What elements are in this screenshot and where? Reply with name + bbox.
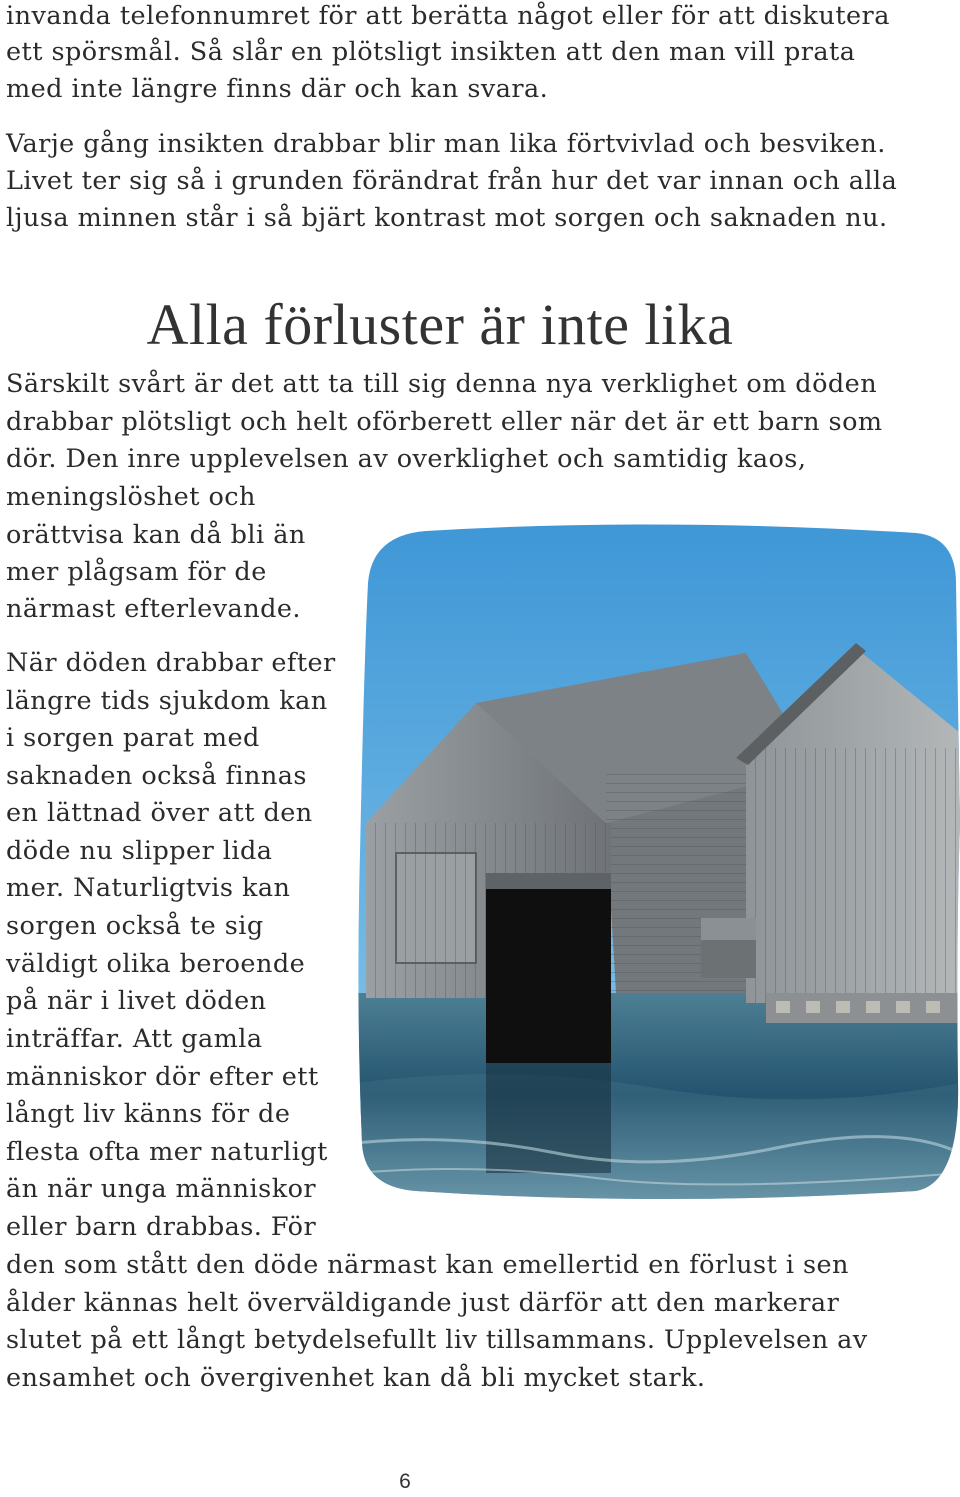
text-line: med inte längre finns där och kan svara. [6,74,549,104]
text-line: döde nu slipper lida [6,836,273,866]
text-line: drabbar plötsligt och helt oförberett eller när det är ett barn som [6,407,883,437]
text-line: Livet ter sig så i grunden förändrat från hur det var innan och alla [6,166,898,196]
text-line: Särskilt svårt är det att ta till sig denna nya verklighet om döden [6,369,878,399]
text-line: ålder kännas helt överväldigande just därför att den markerar [6,1288,840,1318]
text-line: en lättnad över att den [6,798,313,828]
text-line: När döden drabbar efter [6,648,336,678]
text-line: Varje gång insikten drabbar blir man lika förtvivlad och besviken. [6,129,886,159]
text-line: den som stått den döde närmast kan emellertid en förlust i sen [6,1250,849,1280]
text-line: ljusa minnen står i så bjärt kontrast mot sorgen och saknaden nu. [6,203,888,233]
text-line: ett spörsmål. Så slår en plötsligt insikten att den man vill prata [6,37,856,67]
text-line: inträffar. Att gamla [6,1024,263,1054]
text-line: närmast efterlevande. [6,594,301,624]
text-line: slutet på ett långt betydelsefullt liv tillsammans. Upplevelsen av [6,1325,868,1355]
text-line: sorgen också te sig [6,911,264,941]
text-line: mer plågsam för de [6,557,267,587]
text-line: på när i livet döden [6,986,267,1016]
text-line: mer. Naturligtvis kan [6,873,291,903]
text-line: flesta ofta mer naturligt [6,1137,328,1167]
text-line: eller barn drabbas. För [6,1212,317,1242]
text-line: dör. Den inre upplevelsen av overklighet och samtidig kaos, [6,444,807,474]
boathouse-photo [356,523,960,1199]
text-line: människor dör efter ett [6,1062,319,1092]
text-line: orättvisa kan då bli än [6,520,306,550]
text-line: saknaden också finnas [6,761,307,791]
page-number: 6 [399,1470,411,1493]
text-line: invanda telefonnumret för att berätta något eller för att diskutera [6,1,890,31]
text-line: långt liv känns för de [6,1099,291,1129]
text-line: än när unga människor [6,1174,317,1204]
text-line: väldigt olika beroende [6,949,306,979]
text-line: i sorgen parat med [6,723,260,753]
text-line: meningslöshet och [6,482,256,512]
section-heading: Alla förluster är inte lika [146,292,734,357]
text-line: ensamhet och övergivenhet kan då bli mycket stark. [6,1363,706,1393]
text-line: längre tids sjukdom kan [6,686,328,716]
